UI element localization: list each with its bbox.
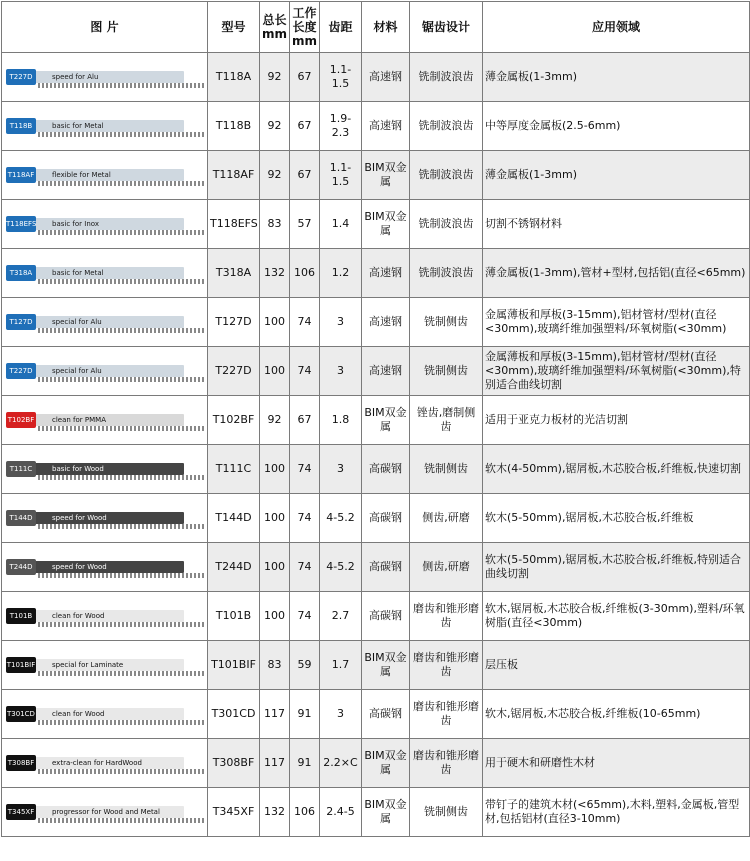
model-cell: T118A	[208, 53, 260, 102]
blade-image-cell	[2, 347, 208, 396]
material-cell: BIM双金属	[362, 641, 410, 690]
working-length-cell: 67	[290, 102, 320, 151]
tooth-design-cell: 铣制侧齿	[410, 298, 483, 347]
working-length-cell: 74	[290, 347, 320, 396]
model-cell: T227D	[208, 347, 260, 396]
application-cell: 薄金属板(1-3mm)	[483, 151, 750, 200]
material-cell: BIM双金属	[362, 396, 410, 445]
saw-blade-image	[4, 65, 206, 89]
blade-label: speed for Wood	[52, 563, 107, 571]
blade-label: extra-clean for HardWood	[52, 759, 142, 767]
application-cell: 软木(4-50mm),锯屑板,木芯胶合板,纤维板,快速切割	[483, 445, 750, 494]
blade-image-cell	[2, 151, 208, 200]
total-length-cell: 83	[260, 200, 290, 249]
tooth-pitch-cell: 1.2	[320, 249, 362, 298]
blade-image-cell	[2, 739, 208, 788]
tooth-design-cell: 铣制波浪齿	[410, 102, 483, 151]
tooth-design-cell: 磨齿和锥形磨齿	[410, 592, 483, 641]
saw-blade-image	[4, 555, 206, 579]
tooth-design-cell: 铣制波浪齿	[410, 249, 483, 298]
model-cell: T127D	[208, 298, 260, 347]
table-row	[2, 151, 750, 200]
saw-blade-image	[4, 506, 206, 530]
blade-label: speed for Wood	[52, 514, 107, 522]
blade-teeth	[38, 230, 204, 235]
table-row	[2, 298, 750, 347]
blade-teeth	[38, 181, 204, 186]
blade-label: basic for Metal	[52, 269, 104, 277]
application-cell: 软木(5-50mm),锯屑板,木芯胶合板,纤维板	[483, 494, 750, 543]
blade-image-cell	[2, 690, 208, 739]
working-length-cell: 67	[290, 151, 320, 200]
table-row	[2, 543, 750, 592]
blade-teeth	[38, 720, 204, 725]
application-cell: 软木(5-50mm),锯屑板,木芯胶合板,纤维板,特别适合曲线切割	[483, 543, 750, 592]
application-cell: 用于硬木和研磨性木材	[483, 739, 750, 788]
tooth-design-cell: 磨齿和锥形磨齿	[410, 690, 483, 739]
material-cell: 高碳钢	[362, 690, 410, 739]
total-length-cell: 92	[260, 102, 290, 151]
total-length-cell: 92	[260, 53, 290, 102]
blade-tag: T127D	[6, 314, 36, 330]
material-cell: 高速钢	[362, 249, 410, 298]
tooth-pitch-cell: 1.4	[320, 200, 362, 249]
application-cell: 薄金属板(1-3mm)	[483, 53, 750, 102]
total-length-cell: 100	[260, 494, 290, 543]
material-cell: BIM双金属	[362, 151, 410, 200]
blade-tag: T101BIF	[6, 657, 36, 673]
blade-teeth	[38, 132, 204, 137]
header-material: 材料	[362, 2, 410, 53]
working-length-cell: 74	[290, 494, 320, 543]
table-row	[2, 200, 750, 249]
working-length-cell: 91	[290, 690, 320, 739]
table-row	[2, 690, 750, 739]
model-cell: T244D	[208, 543, 260, 592]
blade-label: basic for Wood	[52, 465, 104, 473]
blade-label: basic for Inox	[52, 220, 99, 228]
blade-image-cell	[2, 494, 208, 543]
total-length-cell: 132	[260, 788, 290, 837]
tooth-pitch-cell: 1.1-1.5	[320, 151, 362, 200]
header-application: 应用领域	[483, 2, 750, 53]
blade-image-cell	[2, 445, 208, 494]
saw-blade-image	[4, 163, 206, 187]
tooth-design-cell: 铣制侧齿	[410, 788, 483, 837]
working-length-cell: 74	[290, 592, 320, 641]
blade-label: clean for PMMA	[52, 416, 106, 424]
total-length-cell: 92	[260, 396, 290, 445]
saw-blade-image	[4, 310, 206, 334]
saw-blade-image	[4, 800, 206, 824]
header-tooth-pitch: 齿距	[320, 2, 362, 53]
application-cell: 软木,锯屑板,木芯胶合板,纤维板(3-30mm),塑料/环氧树脂(直径<30mm)	[483, 592, 750, 641]
tooth-pitch-cell: 1.8	[320, 396, 362, 445]
material-cell: BIM双金属	[362, 200, 410, 249]
blade-tag: T111C	[6, 461, 36, 477]
tooth-design-cell: 铣制侧齿	[410, 347, 483, 396]
application-cell: 金属薄板和厚板(3-15mm),铝材管材/型材(直径<30mm),玻璃纤维加强塑料/环氧树脂(<30mm)	[483, 298, 750, 347]
saw-blade-image	[4, 751, 206, 775]
tooth-design-cell: 磨齿和锥形磨齿	[410, 641, 483, 690]
blade-teeth	[38, 377, 204, 382]
tooth-pitch-cell: 3	[320, 298, 362, 347]
blade-image-cell	[2, 298, 208, 347]
working-length-cell: 67	[290, 396, 320, 445]
tooth-design-cell: 侧齿,研磨	[410, 543, 483, 592]
tooth-pitch-cell: 1.7	[320, 641, 362, 690]
blade-image-cell	[2, 249, 208, 298]
blade-tag: T227D	[6, 69, 36, 85]
blade-tag: T318A	[6, 265, 36, 281]
saw-blade-image	[4, 212, 206, 236]
blade-label: basic for Metal	[52, 122, 104, 130]
blade-tag: T118EFS	[6, 216, 36, 232]
model-cell: T144D	[208, 494, 260, 543]
blade-tag: T345XF	[6, 804, 36, 820]
blade-label: speed for Alu	[52, 73, 99, 81]
total-length-cell: 83	[260, 641, 290, 690]
header-model: 型号	[208, 2, 260, 53]
blade-label: special for Alu	[52, 367, 102, 375]
blade-teeth	[38, 573, 204, 578]
table-row	[2, 592, 750, 641]
material-cell: 高速钢	[362, 102, 410, 151]
blade-image-cell	[2, 102, 208, 151]
tooth-design-cell: 铣制侧齿	[410, 445, 483, 494]
blade-tag: T308BF	[6, 755, 36, 771]
tooth-design-cell: 锉齿,磨制侧齿	[410, 396, 483, 445]
blade-image-cell	[2, 788, 208, 837]
saw-blade-image	[4, 702, 206, 726]
blade-tag: T118B	[6, 118, 36, 134]
tooth-design-cell: 铣制波浪齿	[410, 53, 483, 102]
application-cell: 适用于亚克力板材的光洁切割	[483, 396, 750, 445]
blade-label: clean for Wood	[52, 612, 105, 620]
model-cell: T118EFS	[208, 200, 260, 249]
model-cell: T308BF	[208, 739, 260, 788]
model-cell: T345XF	[208, 788, 260, 837]
material-cell: 高碳钢	[362, 543, 410, 592]
model-cell: T118B	[208, 102, 260, 151]
material-cell: 高碳钢	[362, 445, 410, 494]
tooth-pitch-cell: 4-5.2	[320, 494, 362, 543]
material-cell: 高碳钢	[362, 494, 410, 543]
blade-image-cell	[2, 592, 208, 641]
blade-teeth	[38, 328, 204, 333]
total-length-cell: 92	[260, 151, 290, 200]
total-length-cell: 100	[260, 592, 290, 641]
header-row	[2, 2, 750, 53]
model-cell: T101B	[208, 592, 260, 641]
blade-label: special for Laminate	[52, 661, 124, 669]
model-cell: T101BIF	[208, 641, 260, 690]
model-cell: T102BF	[208, 396, 260, 445]
tooth-pitch-cell: 2.7	[320, 592, 362, 641]
model-cell: T301CD	[208, 690, 260, 739]
total-length-cell: 100	[260, 347, 290, 396]
saw-blade-image	[4, 457, 206, 481]
saw-blade-image	[4, 653, 206, 677]
blade-label: special for Alu	[52, 318, 102, 326]
tooth-pitch-cell: 3	[320, 445, 362, 494]
blade-teeth	[38, 671, 204, 676]
working-length-cell: 67	[290, 53, 320, 102]
blade-teeth	[38, 769, 204, 774]
blade-tag: T118AF	[6, 167, 36, 183]
tooth-pitch-cell: 2.2×C	[320, 739, 362, 788]
application-cell: 带钉子的建筑木材(<65mm),木料,塑料,金属板,管型材,包括铝材(直径3-10mm)	[483, 788, 750, 837]
blade-label: flexible for Metal	[52, 171, 111, 179]
table-row	[2, 494, 750, 543]
blade-teeth	[38, 818, 204, 823]
working-length-cell: 106	[290, 249, 320, 298]
total-length-cell: 117	[260, 690, 290, 739]
tooth-pitch-cell: 1.9-2.3	[320, 102, 362, 151]
blade-label: clean for Wood	[52, 710, 105, 718]
table-row	[2, 347, 750, 396]
tooth-pitch-cell: 4-5.2	[320, 543, 362, 592]
application-cell: 薄金属板(1-3mm),管材+型材,包括铝(直径<65mm)	[483, 249, 750, 298]
blade-tag: T227D	[6, 363, 36, 379]
table-row	[2, 641, 750, 690]
application-cell: 层压板	[483, 641, 750, 690]
material-cell: BIM双金属	[362, 788, 410, 837]
tooth-design-cell: 铣制波浪齿	[410, 151, 483, 200]
working-length-cell: 91	[290, 739, 320, 788]
header-tooth-design: 锯齿设计	[410, 2, 483, 53]
model-cell: T111C	[208, 445, 260, 494]
model-cell: T318A	[208, 249, 260, 298]
material-cell: 高碳钢	[362, 592, 410, 641]
table-row	[2, 739, 750, 788]
tooth-pitch-cell: 3	[320, 690, 362, 739]
tooth-design-cell: 磨齿和锥形磨齿	[410, 739, 483, 788]
table-row	[2, 396, 750, 445]
total-length-cell: 100	[260, 445, 290, 494]
total-length-cell: 117	[260, 739, 290, 788]
working-length-cell: 74	[290, 543, 320, 592]
blade-image-cell	[2, 53, 208, 102]
material-cell: 高速钢	[362, 347, 410, 396]
working-length-cell: 74	[290, 298, 320, 347]
material-cell: 高速钢	[362, 53, 410, 102]
saw-blade-image	[4, 114, 206, 138]
material-cell: BIM双金属	[362, 739, 410, 788]
tooth-pitch-cell: 3	[320, 347, 362, 396]
blade-image-cell	[2, 543, 208, 592]
application-cell: 中等厚度金属板(2.5-6mm)	[483, 102, 750, 151]
header-working-length: 工作 长度 mm	[290, 2, 320, 53]
tooth-pitch-cell: 2.4-5	[320, 788, 362, 837]
working-length-cell: 74	[290, 445, 320, 494]
material-cell: 高速钢	[362, 298, 410, 347]
working-length-cell: 106	[290, 788, 320, 837]
blade-teeth	[38, 524, 204, 529]
application-cell: 切割不锈钢材料	[483, 200, 750, 249]
blade-label: progressor for Wood and Metal	[52, 808, 160, 816]
blade-tag: T101B	[6, 608, 36, 624]
blade-tag: T102BF	[6, 412, 36, 428]
working-length-cell: 57	[290, 200, 320, 249]
blade-image-cell	[2, 200, 208, 249]
header-total-length: 总长 mm	[260, 2, 290, 53]
table-row	[2, 102, 750, 151]
blade-spec-table	[1, 1, 750, 837]
blade-tag: T144D	[6, 510, 36, 526]
blade-teeth	[38, 622, 204, 627]
blade-teeth	[38, 279, 204, 284]
saw-blade-image	[4, 408, 206, 432]
blade-image-cell	[2, 641, 208, 690]
blade-teeth	[38, 475, 204, 480]
total-length-cell: 132	[260, 249, 290, 298]
blade-tag: T244D	[6, 559, 36, 575]
table-row	[2, 53, 750, 102]
tooth-design-cell: 侧齿,研磨	[410, 494, 483, 543]
tooth-pitch-cell: 1.1-1.5	[320, 53, 362, 102]
table-row	[2, 788, 750, 837]
application-cell: 软木,锯屑板,木芯胶合板,纤维板(10-65mm)	[483, 690, 750, 739]
tooth-design-cell: 铣制波浪齿	[410, 200, 483, 249]
total-length-cell: 100	[260, 298, 290, 347]
working-length-cell: 59	[290, 641, 320, 690]
total-length-cell: 100	[260, 543, 290, 592]
header-image: 图 片	[2, 2, 208, 53]
table-row	[2, 249, 750, 298]
table-row	[2, 445, 750, 494]
application-cell: 金属薄板和厚板(3-15mm),铝材管材/型材(直径<30mm),玻璃纤维加强塑料/环氧树脂(<30mm),特别适合曲线切割	[483, 347, 750, 396]
blade-teeth	[38, 426, 204, 431]
blade-teeth	[38, 83, 204, 88]
saw-blade-image	[4, 261, 206, 285]
saw-blade-image	[4, 359, 206, 383]
model-cell: T118AF	[208, 151, 260, 200]
blade-tag: T301CD	[6, 706, 36, 722]
saw-blade-image	[4, 604, 206, 628]
blade-image-cell	[2, 396, 208, 445]
